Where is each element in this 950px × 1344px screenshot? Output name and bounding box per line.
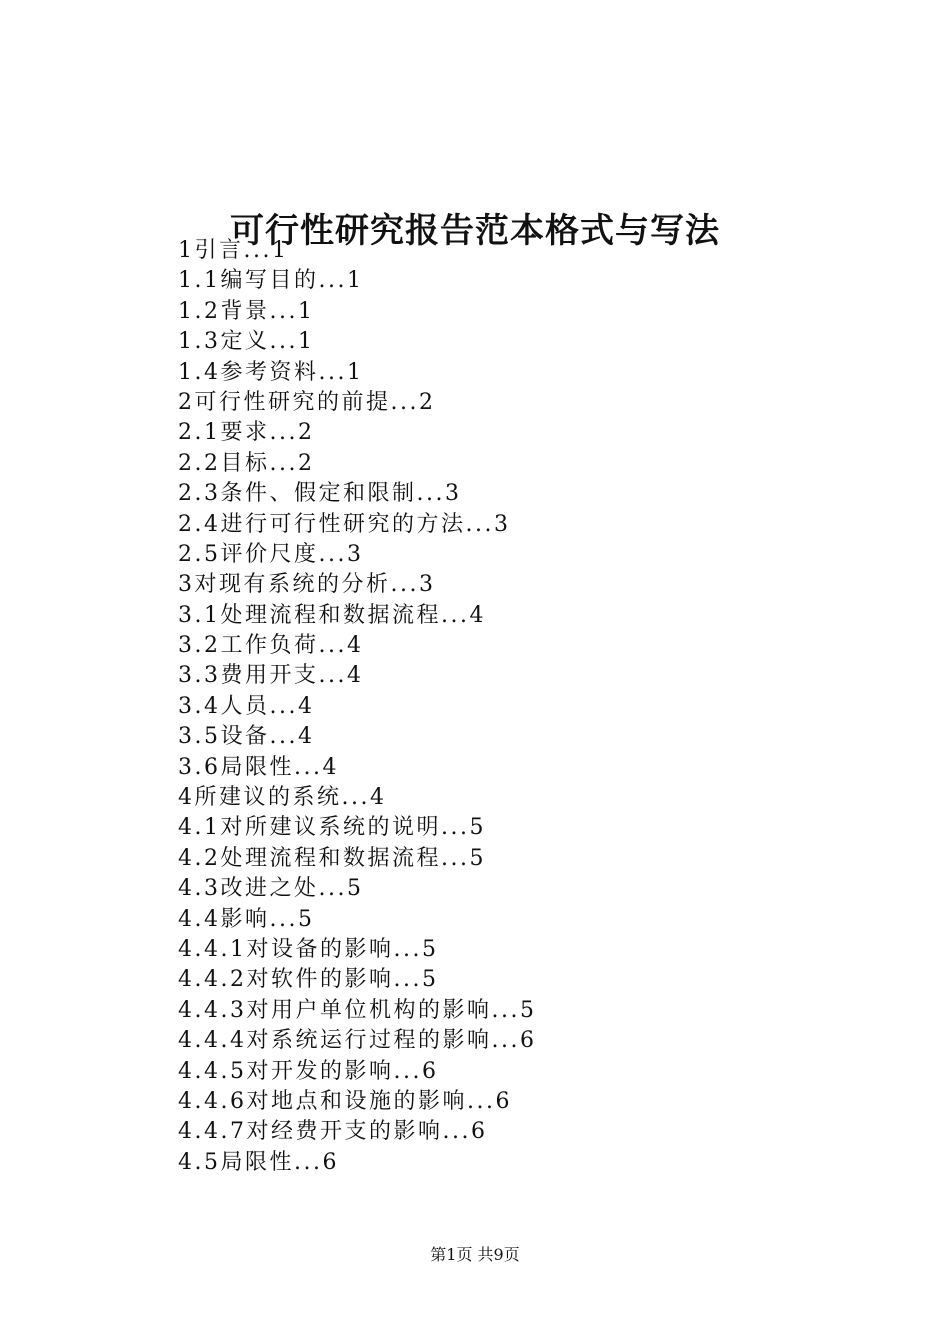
- toc-entry: 4.2处理流程和数据流程...5: [178, 845, 486, 871]
- toc-entry: 3.6局限性...4: [178, 754, 339, 780]
- toc-entry: 4.4.4对系统运行过程的影响...6: [178, 1028, 537, 1054]
- toc-entry: 2可行性研究的前提...2: [178, 389, 436, 415]
- toc-entry: 2.2目标...2: [178, 450, 315, 476]
- toc-entry: 4.4.6对地点和设施的影响...6: [178, 1088, 512, 1114]
- toc-entry: 4.4影响...5: [178, 906, 315, 932]
- toc-entry: 1.1编写目的...1: [178, 268, 364, 294]
- toc-entry: 1引言...1: [178, 238, 289, 263]
- toc-entry: 3.1处理流程和数据流程...4: [178, 602, 486, 628]
- toc-entry: 4.4.2对软件的影响...5: [178, 967, 439, 993]
- toc-entry: 3对现有系统的分析...3: [178, 572, 436, 598]
- toc-entry: 1.4参考资料...1: [178, 359, 364, 385]
- document-title: 可行性研究报告范本格式与写法: [230, 210, 720, 251]
- toc-entry: 2.1要求...2: [178, 420, 315, 446]
- toc-entry: 3.5设备...4: [178, 724, 315, 750]
- toc-entry: 4.4.1对设备的影响...5: [178, 936, 439, 962]
- toc-entry: 4.5局限性...6: [178, 1149, 339, 1175]
- toc-entry: 2.5评价尺度...3: [178, 541, 364, 567]
- page-number-footer: 第1页 共9页: [430, 1245, 520, 1264]
- toc-entry: 3.4人员...4: [178, 693, 315, 719]
- table-of-contents: [178, 236, 536, 1178]
- toc-entry: 4.3改进之处...5: [178, 876, 364, 902]
- toc-entry: 4.4.7对经费开支的影响...6: [178, 1119, 488, 1145]
- toc-entry: 1.3定义...1: [178, 329, 315, 355]
- toc-entry: 1.2背景...1: [178, 298, 315, 324]
- toc-entry: 4.4.5对开发的影响...6: [178, 1058, 439, 1084]
- toc-entry: 2.4进行可行性研究的方法...3: [178, 511, 511, 537]
- toc-entry: 4.1对所建议系统的说明...5: [178, 815, 486, 841]
- toc-entry: 4所建议的系统...4: [178, 785, 387, 811]
- toc-entry: 4.4.3对用户单位机构的影响...5: [178, 997, 537, 1023]
- toc-entry: 3.3费用开支...4: [178, 663, 364, 689]
- toc-entry: 3.2工作负荷...4: [178, 633, 364, 659]
- toc-entry: 2.3条件、假定和限制...3: [178, 481, 462, 507]
